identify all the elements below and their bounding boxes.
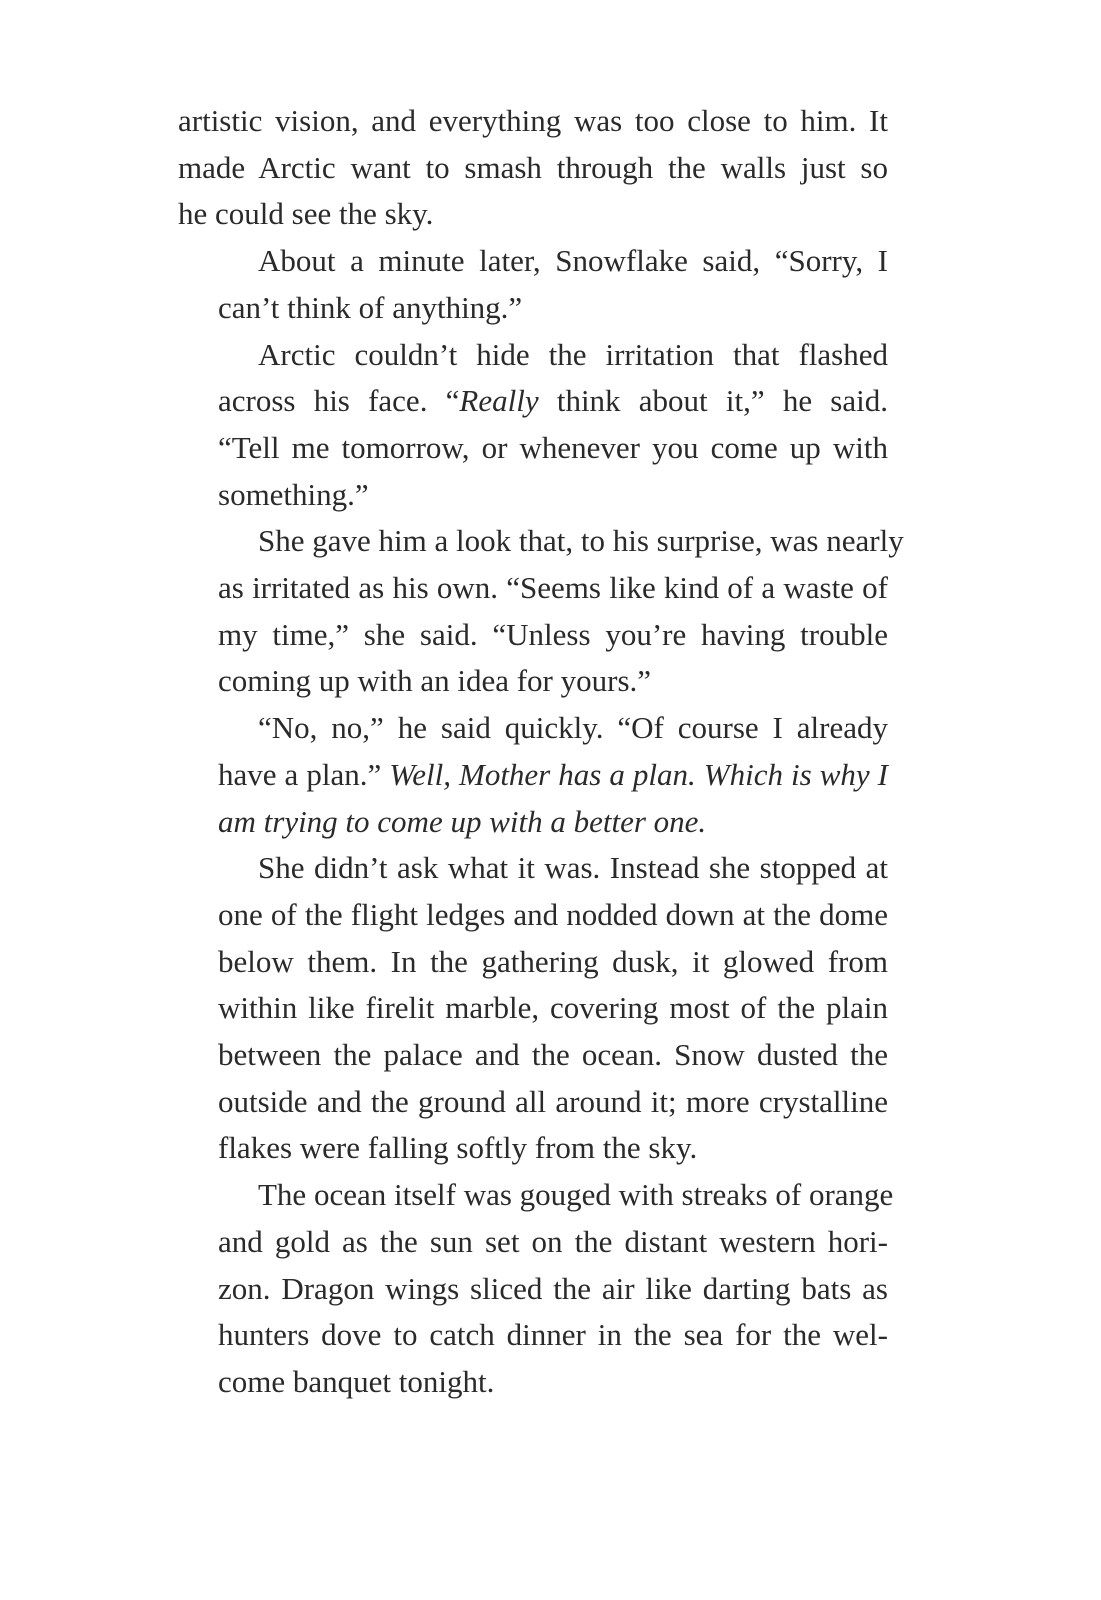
italic-run: am trying to come up with a better one. (218, 803, 707, 839)
paragraph-5 (178, 705, 888, 845)
text-line: one of the flight ledges and nodded down at the dome (218, 896, 888, 932)
text-line: he could see the sky. (178, 196, 434, 232)
text-line: within like firelit marble, covering most of the plain (218, 990, 888, 1026)
text-line: something.” (218, 476, 369, 512)
text-line: hunters dove to catch dinner in the sea for the wel- (218, 1317, 888, 1353)
text-line: flakes were falling softly from the sky. (218, 1130, 698, 1166)
text-line-with-italic (178, 752, 888, 799)
text-line: About a minute later, Snowflake said, “Sorry, I (258, 243, 888, 279)
text-line: my time,” she said. “Unless you’re having trouble (218, 616, 888, 652)
text-line: made Arctic want to smash through the walls just so (178, 149, 888, 185)
italic-run: Really (459, 383, 539, 419)
text-line: can’t think of anything.” (218, 289, 523, 325)
text-line: She gave him a look that, to his surprise, was nearly (258, 523, 904, 559)
paragraph-4 (178, 518, 904, 705)
text-line: come banquet tonight. (218, 1363, 495, 1399)
italic-run: Well, Mother has a plan. Which is why I (389, 756, 888, 792)
paragraph-6 (178, 845, 888, 1172)
paragraph-3 (178, 332, 888, 519)
text-line: Arctic couldn’t hide the irritation that flashed (258, 336, 888, 372)
text-line (178, 799, 888, 846)
text-line: “Tell me tomorrow, or whenever you come up with (218, 429, 888, 465)
paragraph-2 (178, 238, 888, 331)
text-line: below them. In the gathering dusk, it glowed from (218, 943, 888, 979)
text-line: as irritated as his own. “Seems like kind of a waste of (218, 570, 888, 606)
paragraph-1 (178, 98, 888, 238)
book-page (178, 98, 904, 1406)
text-line: She didn’t ask what it was. Instead she stopped at (258, 850, 888, 886)
text-line-with-italic (178, 378, 888, 425)
text-line: coming up with an idea for yours.” (218, 663, 652, 699)
text-line: “No, no,” he said quickly. “Of course I already (258, 710, 888, 746)
text-line: artistic vision, and everything was too close to him. It (178, 103, 888, 138)
paragraph-7 (178, 1172, 894, 1406)
text-run: have a plan.” (218, 756, 390, 792)
text-line: and gold as the sun set on the distant western hori- (218, 1223, 888, 1259)
text-line: outside and the ground all around it; more crystalline (218, 1083, 888, 1119)
text-run: think about it,” he said. (538, 383, 888, 419)
text-line: The ocean itself was gouged with streaks of orange (258, 1177, 894, 1213)
text-line: between the palace and the ocean. Snow dusted the (218, 1037, 888, 1073)
text-line: zon. Dragon wings sliced the air like darting bats as (218, 1270, 888, 1306)
text-run: across his face. “ (218, 383, 460, 419)
